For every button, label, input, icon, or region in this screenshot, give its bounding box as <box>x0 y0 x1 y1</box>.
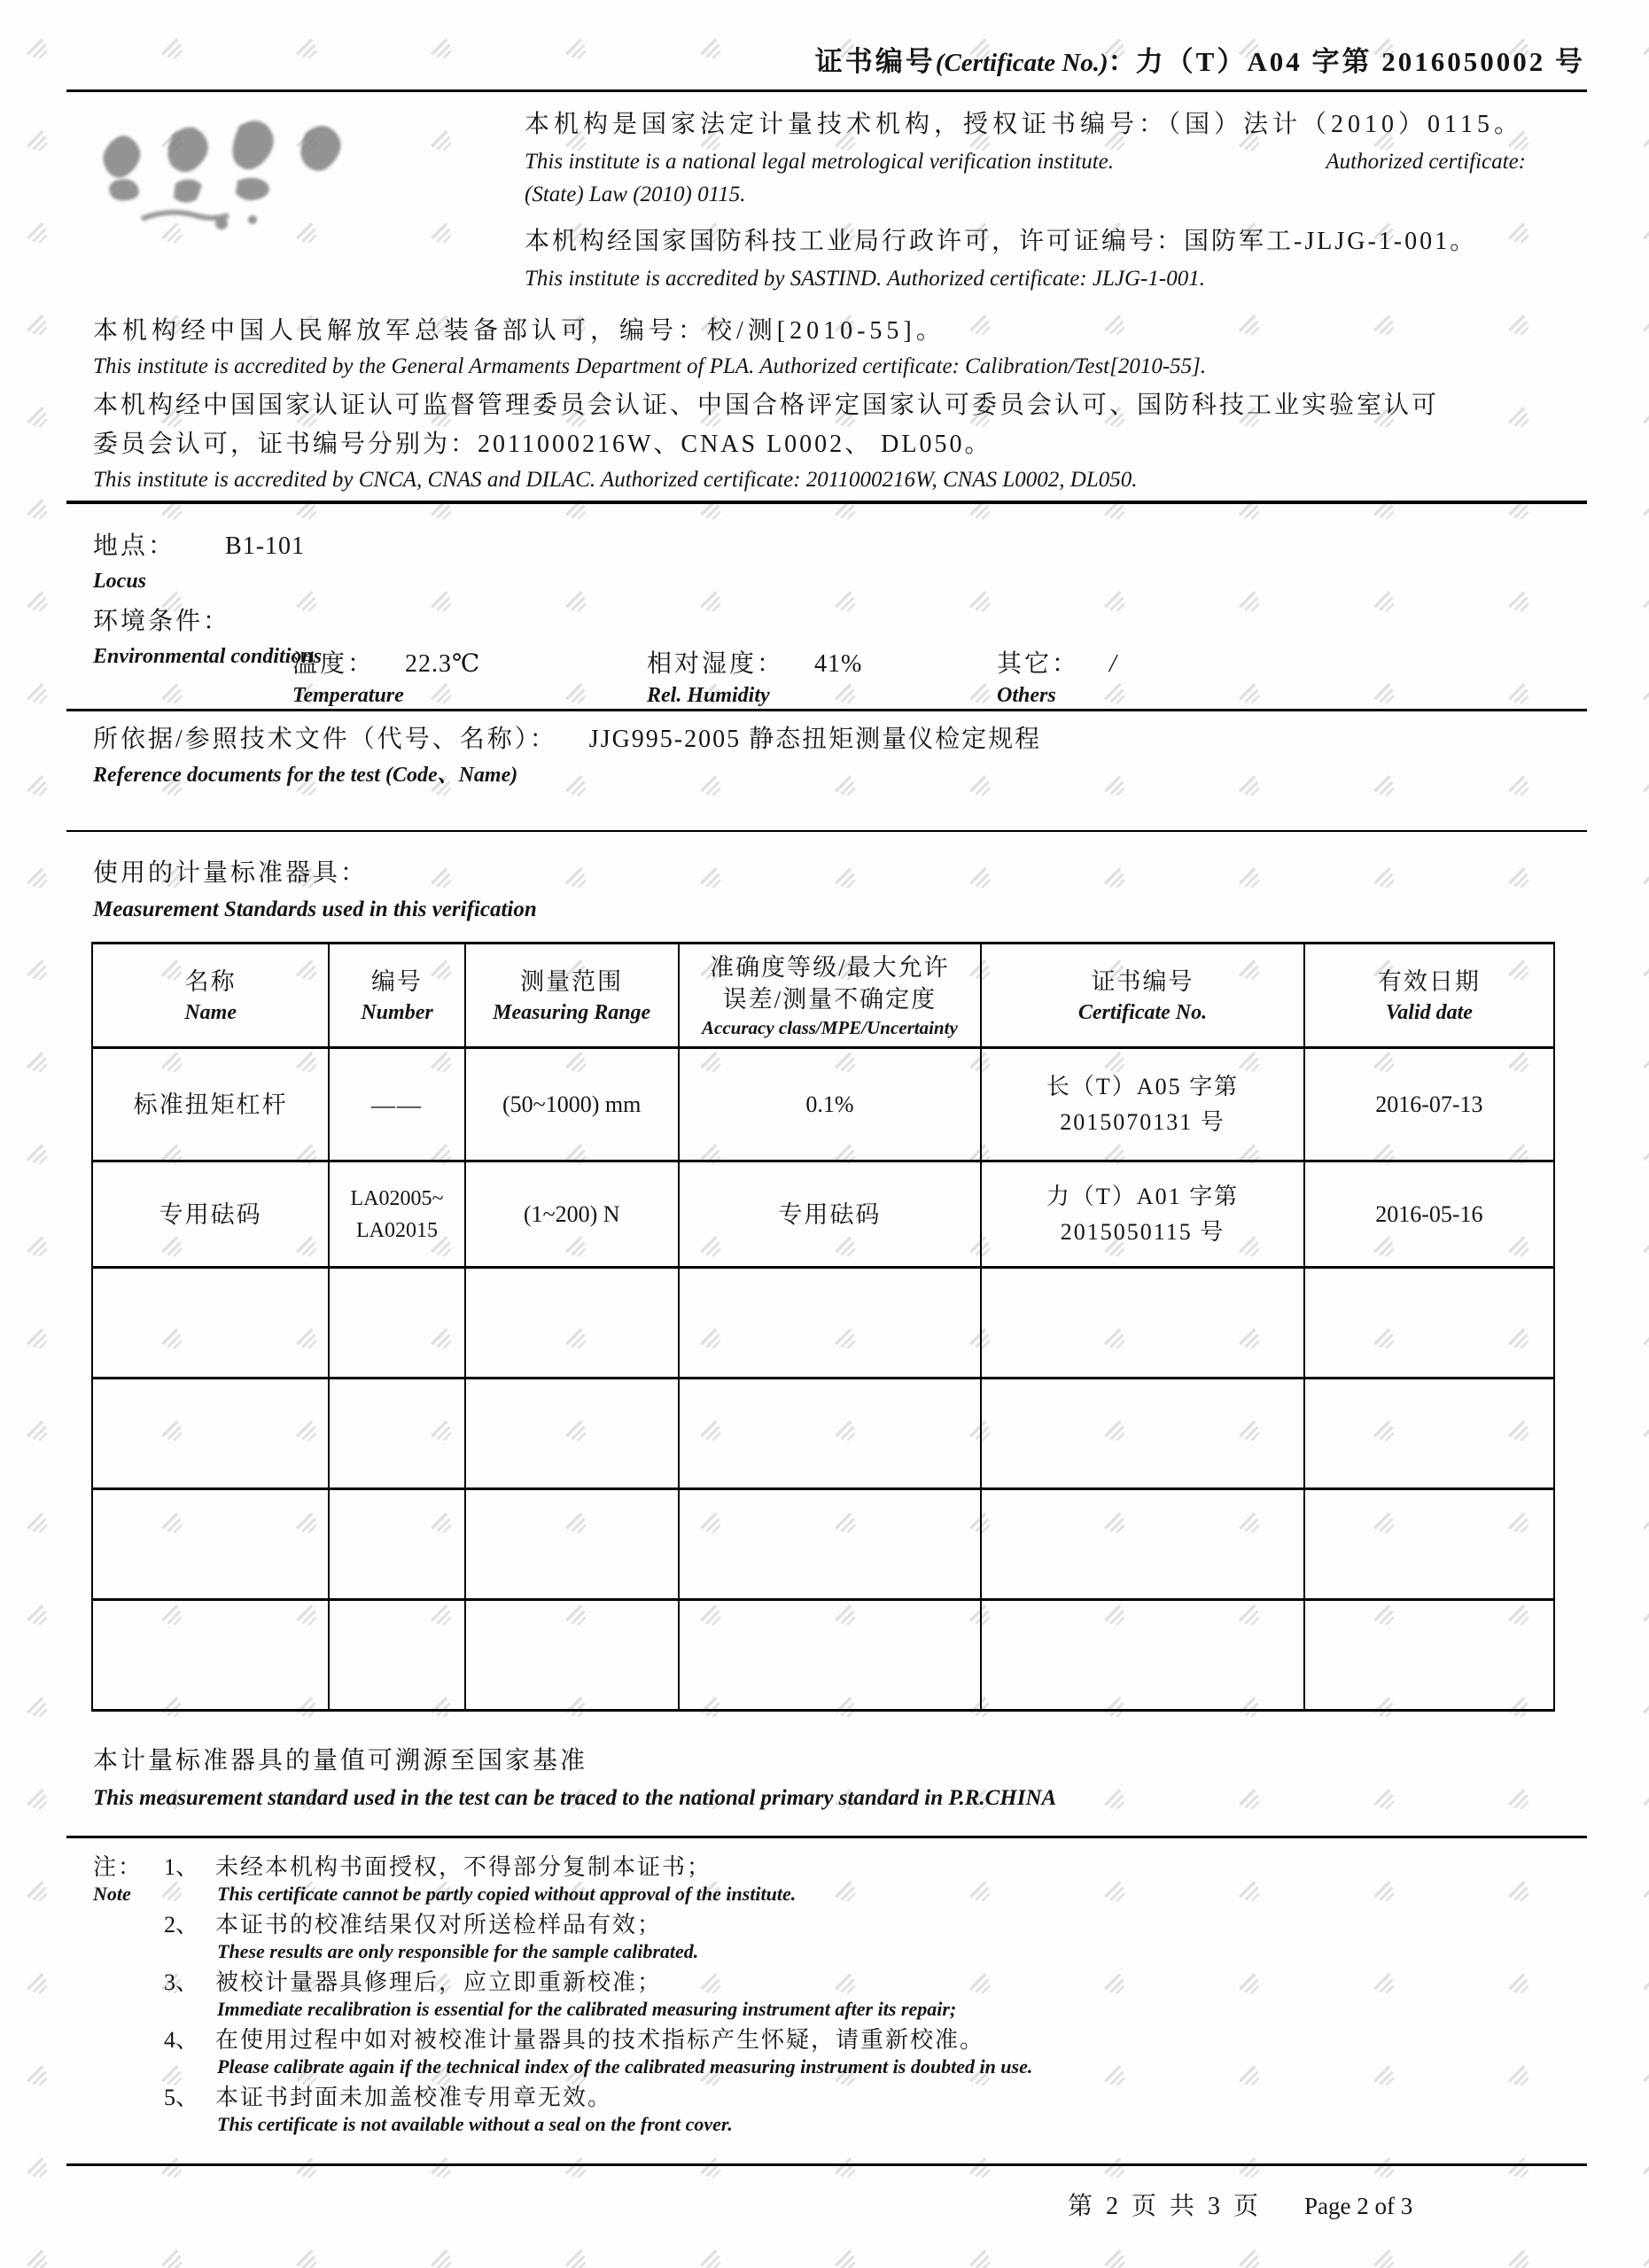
accreditation-en-1-line2: (State) Law (2010) 0115. <box>525 183 746 206</box>
col-header-range-en: Measuring Range <box>493 1000 651 1024</box>
standards-title-en: Measurement Standards used in this verification <box>93 897 537 921</box>
traceability-en: This measurement standard used in the test can be traced to the national primary standard in P.R.CHINA <box>93 1786 1057 1810</box>
table-cell-empty <box>981 1600 1304 1711</box>
reference-section <box>93 719 1555 791</box>
divider-footer <box>66 2163 1587 2166</box>
reference-label-cn: 所依据/参照技术文件（代号、名称）： <box>93 726 557 753</box>
cell-certificate-line2: 2015050115 号 <box>1060 1218 1225 1245</box>
environment-values-row <box>0 649 1649 711</box>
accreditation-en-1b: Authorized certificate: <box>1326 150 1526 174</box>
table-cell-empty <box>329 1268 464 1379</box>
locus-line <box>93 527 322 566</box>
table-cell-empty <box>1304 1268 1554 1379</box>
cell-range: (1~200) N <box>465 1161 679 1268</box>
accreditation-cn-4-line1: 本机构经中国国家认证认可监督管理委员会认证、中国合格评定国家认可委员会认可、国防科技工业实验室认可 <box>93 392 1440 419</box>
temperature-value: 22.3℃ <box>405 650 481 678</box>
cell-certificate <box>981 1048 1304 1161</box>
col-header-number <box>329 944 464 1048</box>
others-line <box>997 649 1117 680</box>
locus-value: B1-101 <box>225 532 306 560</box>
note-2-en: These results are only responsible for the sample calibrated. <box>217 1940 699 1962</box>
locus-label-cn: 地点： <box>93 532 176 560</box>
note-2-number: 2、 <box>164 1912 199 1938</box>
divider-environment <box>66 709 1587 711</box>
cell-name: 标准扭矩杠杆 <box>92 1048 329 1161</box>
accreditation-cn-4-line2: 委员会认可，证书编号分别为：2011000216W、CNAS L0002、 DL050。 <box>93 431 992 458</box>
certificate-number-label-cn: 证书编号 <box>814 46 936 77</box>
note-2-cn-line <box>164 1911 1564 1939</box>
accreditation-en-1-line1 <box>525 145 1526 178</box>
notes-label <box>93 1853 143 1906</box>
note-4-number: 4、 <box>164 2027 199 2053</box>
col-header-name <box>92 944 329 1048</box>
notes-section <box>93 1853 1564 2141</box>
accreditation-paragraph-2 <box>93 312 1555 496</box>
col-header-accuracy-cn1: 准确度等级/最大允许 <box>710 953 950 981</box>
divider-accreditation <box>66 501 1587 504</box>
cell-number <box>329 1161 464 1268</box>
table-cell-empty <box>465 1600 679 1711</box>
note-item-5 <box>164 2084 1564 2136</box>
table-row-empty <box>92 1600 1554 1711</box>
institute-logo-stamp <box>89 99 363 245</box>
note-item-1 <box>164 1853 1564 1906</box>
col-header-certificate-cn: 证书编号 <box>1091 967 1194 995</box>
certificate-number-line <box>815 39 1585 79</box>
humidity-label-en: Rel. Humidity <box>647 684 770 707</box>
table-cell-empty <box>329 1379 464 1489</box>
table-cell-empty <box>981 1379 1304 1489</box>
others-group <box>997 649 1117 711</box>
table-cell-empty <box>465 1489 679 1600</box>
cell-number-line2: LA02015 <box>356 1218 439 1242</box>
cell-accuracy: 0.1% <box>679 1048 982 1161</box>
table-cell-empty <box>92 1489 329 1600</box>
note-5-number: 5、 <box>164 2085 199 2110</box>
col-header-accuracy-en: Accuracy class/MPE/Uncertainty <box>702 1016 958 1038</box>
certificate-number-value: 力（T）A04 字第 2016050002 号 <box>1135 46 1585 77</box>
accreditation-en-2: This institute is accredited by SASTIND. Authorized certificate: JLJG-1-001. <box>525 267 1205 291</box>
cell-certificate-line1: 力（T）A01 字第 <box>1046 1183 1240 1209</box>
note-5-en: This certificate is not available without a seal on the front cover. <box>217 2113 733 2135</box>
table-cell-empty <box>465 1379 679 1489</box>
col-header-certificate-en: Certificate No. <box>1077 1000 1208 1024</box>
note-3-cn: 被校计量器具修理后，应立即重新校准； <box>215 1969 663 1995</box>
others-value: / <box>1109 650 1117 678</box>
accreditation-cn-1: 本机构是国家法定计量技术机构，授权证书编号：（国）法计（2010）0115。 <box>525 111 1523 138</box>
divider-header <box>66 89 1587 92</box>
note-1-number: 1、 <box>164 1854 199 1880</box>
note-4-cn: 在使用过程中如对被校准计量器具的技术指标产生怀疑，请重新校准。 <box>215 2027 985 2053</box>
accreditation-en-3: This institute is accredited by the General Armaments Department of PLA. Authorized certificate: Calibration/Test[2010-55]. <box>93 354 1207 378</box>
accreditation-cn-3: 本机构经中国人民解放军总装备部认可，编号：校/测[2010-55]。 <box>93 317 945 345</box>
cell-certificate-line2: 2015070131 号 <box>1060 1108 1225 1135</box>
accreditation-paragraph-1 <box>525 105 1526 295</box>
notes-items <box>164 1853 1564 2136</box>
table-cell-empty <box>329 1600 464 1711</box>
table-cell-empty <box>329 1489 464 1600</box>
footer-page-en: Page 2 of 3 <box>1304 2193 1413 2219</box>
col-header-number-en: Number <box>361 1000 433 1024</box>
temperature-line <box>292 649 480 680</box>
table-row-special-weights <box>92 1161 1554 1268</box>
reference-label-en: Reference documents for the test (Code、Name) <box>93 764 518 787</box>
note-4-cn-line <box>164 2026 1564 2054</box>
note-2-cn: 本证书的校准结果仅对所送检样品有效； <box>215 1912 663 1938</box>
reference-line <box>93 719 1555 760</box>
table-row-standard-lever <box>92 1048 1554 1161</box>
table-cell-empty <box>1304 1379 1554 1489</box>
table-cell-empty <box>92 1379 329 1489</box>
note-3-cn-line <box>164 1969 1564 1997</box>
cell-range: (50~1000) mm <box>465 1048 679 1161</box>
accreditation-en-4: This institute is accredited by CNCA, CNAS and DILAC. Authorized certificate: 2011000216W, CNAS L0002, DL050. <box>93 468 1138 492</box>
table-cell-empty <box>1304 1600 1554 1711</box>
note-3-number: 3、 <box>164 1969 199 1995</box>
env-conditions-label-cn: 环境条件： <box>93 608 231 635</box>
locus-label-en: Locus <box>93 570 146 593</box>
humidity-line <box>647 649 862 680</box>
note-item-3 <box>164 1969 1564 2021</box>
table-cell-empty <box>981 1268 1304 1379</box>
table-row-empty <box>92 1379 1554 1489</box>
note-1-cn-line <box>164 1853 1564 1882</box>
col-header-name-cn: 名称 <box>184 967 237 995</box>
table-cell-empty <box>679 1600 982 1711</box>
cell-name: 专用砝码 <box>92 1161 329 1268</box>
col-header-accuracy-cn2: 误差/测量不确定度 <box>722 985 937 1013</box>
col-header-name-en: Name <box>184 1000 237 1024</box>
table-cell-empty <box>92 1600 329 1711</box>
col-header-range-cn: 测量范围 <box>520 967 624 995</box>
table-cell-empty <box>981 1489 1304 1600</box>
col-header-certificate <box>981 944 1304 1048</box>
temperature-group <box>292 649 480 711</box>
certificate-number-colon: ： <box>1108 46 1136 77</box>
col-header-valid-en: Valid date <box>1385 1000 1473 1024</box>
others-label-cn: 其它： <box>997 650 1080 678</box>
humidity-label-cn: 相对湿度： <box>647 650 785 678</box>
note-5-cn: 本证书封面未加盖校准专用章无效。 <box>215 2085 613 2110</box>
footer-pagination <box>1068 2186 1412 2222</box>
table-cell-empty <box>679 1379 982 1489</box>
others-label-en: Others <box>997 684 1056 707</box>
accreditation-cn-2: 本机构经国家国防科技工业局行政许可，许可证编号：国防军工-JLJG-1-001。 <box>525 228 1478 255</box>
cell-number: —— <box>329 1048 464 1161</box>
note-1-en: This certificate cannot be partly copied without approval of the institute. <box>217 1883 797 1905</box>
cell-accuracy: 专用砝码 <box>679 1161 982 1268</box>
note-item-2 <box>164 1911 1564 1963</box>
notes-label-cn: 注： <box>93 1854 144 1880</box>
note-item-4 <box>164 2026 1564 2078</box>
cell-certificate-line1: 长（T）A05 字第 <box>1046 1073 1240 1099</box>
col-header-accuracy <box>679 944 982 1048</box>
temperature-label-cn: 温度： <box>292 650 376 678</box>
standards-table <box>91 942 1555 1712</box>
table-cell-empty <box>679 1268 982 1379</box>
notes-label-en: Note <box>93 1883 131 1905</box>
note-1-cn: 未经本机构书面授权，不得部分复制本证书； <box>215 1854 712 1880</box>
cell-number-line1: LA02005~ <box>350 1186 444 1210</box>
humidity-group <box>647 649 862 711</box>
env-conditions-label-en: Environmental conditions <box>93 645 323 668</box>
table-header-row <box>92 944 1554 1048</box>
note-3-en: Immediate recalibration is essential for the calibrated measuring instrument after its repair; <box>217 1998 957 2020</box>
reference-value: JJG995-2005 静态扭矩测量仪检定规程 <box>588 726 1042 753</box>
table-row-empty <box>92 1489 1554 1600</box>
footer-page-cn: 第 2 页 共 3 页 <box>1068 2193 1263 2220</box>
humidity-value: 41% <box>814 650 863 678</box>
table-cell-empty <box>1304 1489 1554 1600</box>
cell-valid-date: 2016-05-16 <box>1304 1161 1554 1268</box>
table-cell-empty <box>679 1489 982 1600</box>
accreditation-en-1a: This institute is a national legal metrological verification institute. <box>525 150 1115 174</box>
divider-traceability <box>66 1836 1587 1838</box>
standards-title-cn: 使用的计量标准器具： <box>93 859 369 887</box>
note-5-cn-line <box>164 2084 1564 2112</box>
table-cell-empty <box>465 1268 679 1379</box>
table-row-empty <box>92 1268 1554 1379</box>
temperature-label-en: Temperature <box>292 684 404 707</box>
certificate-number-label-en: (Certificate No.) <box>935 49 1108 77</box>
traceability-cn: 本计量标准器具的量值可溯源至国家基准 <box>93 1747 588 1775</box>
table-cell-empty <box>92 1268 329 1379</box>
cell-valid-date: 2016-07-13 <box>1304 1048 1554 1161</box>
note-4-en: Please calibrate again if the technical index of the calibrated measuring instrument is doubted in use. <box>217 2055 1033 2078</box>
col-header-range <box>465 944 679 1048</box>
standards-title <box>93 853 537 925</box>
traceability-section <box>93 1741 1564 1815</box>
cell-certificate <box>981 1161 1304 1268</box>
divider-reference <box>66 830 1587 832</box>
col-header-valid-cn: 有效日期 <box>1377 967 1481 995</box>
col-header-valid <box>1304 944 1554 1048</box>
col-header-number-cn: 编号 <box>371 967 424 995</box>
